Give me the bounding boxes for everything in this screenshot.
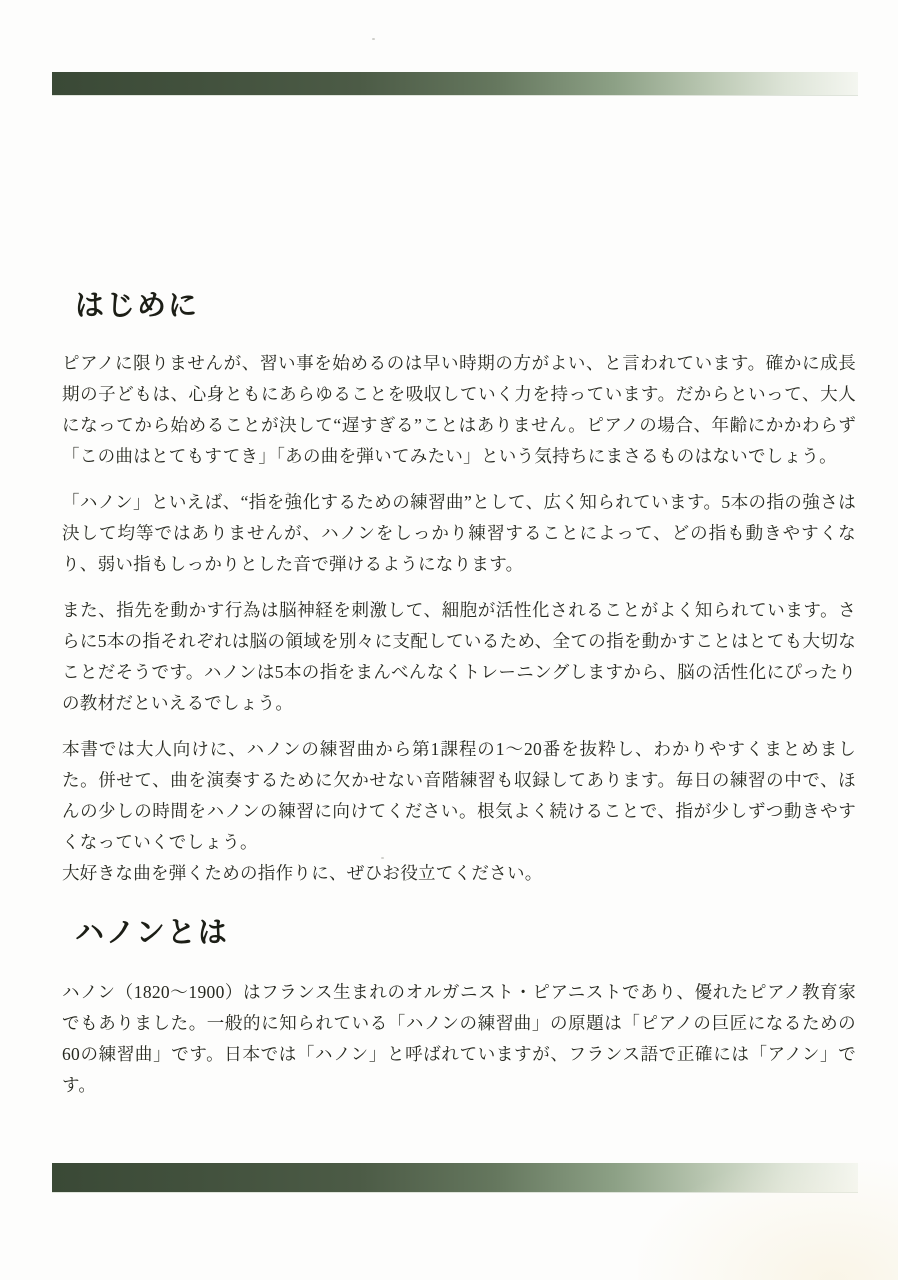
intro-paragraph-2: 「ハノン」といえば、“指を強化するための練習曲”として、広く知られています。5本の指の強さは決して均等ではありませんが、ハノンをしっかり練習することによって、どの指も動きやすくなり、弱い指もしっかりとした音で弾けるようになります。 bbox=[62, 492, 856, 574]
hanon-paragraph-1: ハノン（1820〜1900）はフランス生まれのオルガニスト・ピアニストであり、優れたピアノ教育家でもありました。一般的に知られている「ハノンの練習曲」の原題は「ピアノの巨匠になるための60の練習曲」です。日本では「ハノン」と呼ばれていますが、フランス語で正確には「アノン」です。 bbox=[62, 982, 856, 1095]
page-content bbox=[62, 288, 856, 1116]
section-intro bbox=[62, 288, 856, 889]
section-heading-hanon: ハノンとは bbox=[75, 917, 229, 949]
intro-paragraph-4-closing-line: 大好きな曲を弾くための指作りに、ぜひお役立てください。 bbox=[62, 863, 543, 883]
intro-paragraph-3: また、指先を動かす行為は脳神経を刺激して、細胞が活性化されることがよく知られています。さらに5本の指それぞれは脳の領域を別々に支配しているため、全ての指を動かすことはとても大切なことだそうです。ハノンは5本の指をまんべんなくトレーニングしますから、脳の活性化にぴったりの教材だといえるでしょう。 bbox=[62, 600, 856, 713]
scan-speck bbox=[372, 38, 375, 40]
bottom-divider-bar bbox=[52, 1163, 858, 1192]
intro-paragraph-1: ピアノに限りませんが、習い事を始めるのは早い時期の方がよい、と言われています。確かに成長期の子どもは、心身ともにあらゆることを吸収していく力を持っています。だからといって、大人になってから始めることが決して“遅すぎる”ことはありません。ピアノの場合、年齢にかかわらず「この曲はとてもすてき」「あの曲を弾いてみたい」という気持ちにまさるものはないでしょう。 bbox=[62, 353, 856, 466]
section-heading-intro: はじめに bbox=[75, 290, 200, 322]
section-hanon bbox=[62, 915, 856, 1101]
intro-paragraph-4: 本書では大人向けに、ハノンの練習曲から第1課程の1〜20番を抜粋し、わかりやすくまとめました。併せて、曲を演奏するために欠かせない音階練習も収録してあります。毎日の練習の中で、ほんの少しの時間をハノンの練習に向けてください。根気よく続けることで、指が少しずつ動きやすくなっていくでしょう。 bbox=[62, 739, 856, 852]
top-divider-bar bbox=[52, 72, 858, 95]
scan-speck bbox=[287, 492, 289, 494]
scan-speck bbox=[381, 857, 384, 859]
